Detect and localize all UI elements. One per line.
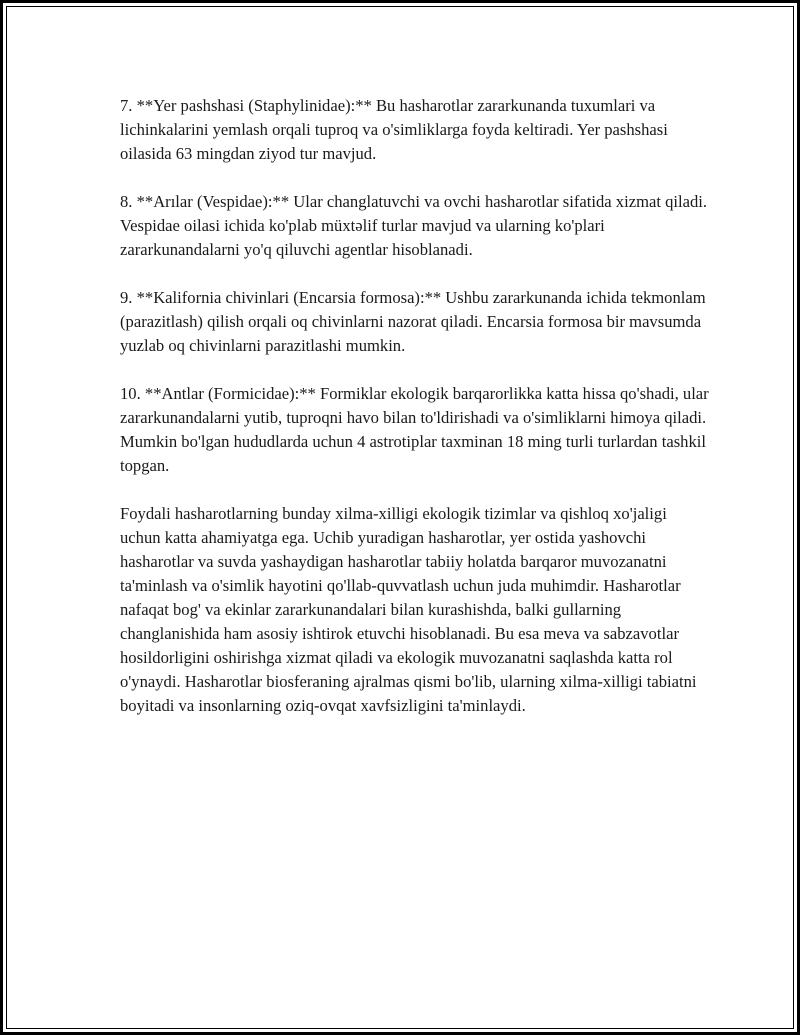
paragraph-item-7: 7. **Yer pashshasi (Staphylinidae):** Bu hasharotlar zararkunanda tuxumlari va lichinkalarini yemlash orqali tuproq va o'simliklarga foyda keltiradi. Yer pashshasi oilasida 63 mingdan ziyod tur mavjud. bbox=[120, 96, 668, 163]
paragraph-item-9: 9. **Kalifornia chivinlari (Encarsia formosa):** Ushbu zararkunanda ichida tekmonlam (parazitlash) qilish orqali oq chivinlarni nazorat qiladi. Encarsia formosa bir mavsumda yuzlab oq chivinlarni parazitlashi mumkin. bbox=[120, 288, 706, 355]
paragraph-conclusion: Foydali hasharotlarning bunday xilma-xilligi ekologik tizimlar va qishloq xo'jaligi uchun katta ahamiyatga ega. Uchib yuradigan hasharotlar, yer ostida yashovchi hasharotlar va suvda yashaydigan hasharotlar tabiiy holatda barqaror muvozanatni ta'minlash va o'simlik hayotini qo'llab-quvvatlash uchun juda muhimdir. Hasharotlar nafaqat bog' va ekinlar zararkunandalari bilan kurashishda, balki gullarning changlanishida ham asosiy ishtirok etuvchi hisoblanadi. Bu esa meva va sabzavotlar hosildorligini oshirishga xizmat qiladi va ekologik muvozanatni saqlashda katta rol o'ynaydi. Hasharotlar biosferaning ajralmas qismi bo'lib, ularning xilma-xilligi tabiatni boyitadi va insonlarning oziq-ovqat xavfsizligini ta'minlaydi. bbox=[120, 504, 697, 715]
paragraph-item-10: 10. **Antlar (Formicidae):** Formiklar ekologik barqarorlikka katta hissa qo'shadi, ular zararkunandalarni yutib, tuproqni havo bilan to'ldirishadi va o'simliklarni himoya qiladi. Mumkin bo'lgan hududlarda uchun 4 astrotiplar taxminan 18 ming turli turlardan tashkil topgan. bbox=[120, 384, 709, 475]
paragraph-item-8: 8. **Arılar (Vespidae):** Ular changlatuvchi va ovchi hasharotlar sifatida xizmat qiladi. Vespidae oilasi ichida ko'plab müxtəlif turlar mavjud va ularning ko'plari zararkunandalarni yo'q qiluvchi agentlar hisoblanadi. bbox=[120, 192, 708, 259]
document-body bbox=[120, 94, 710, 742]
